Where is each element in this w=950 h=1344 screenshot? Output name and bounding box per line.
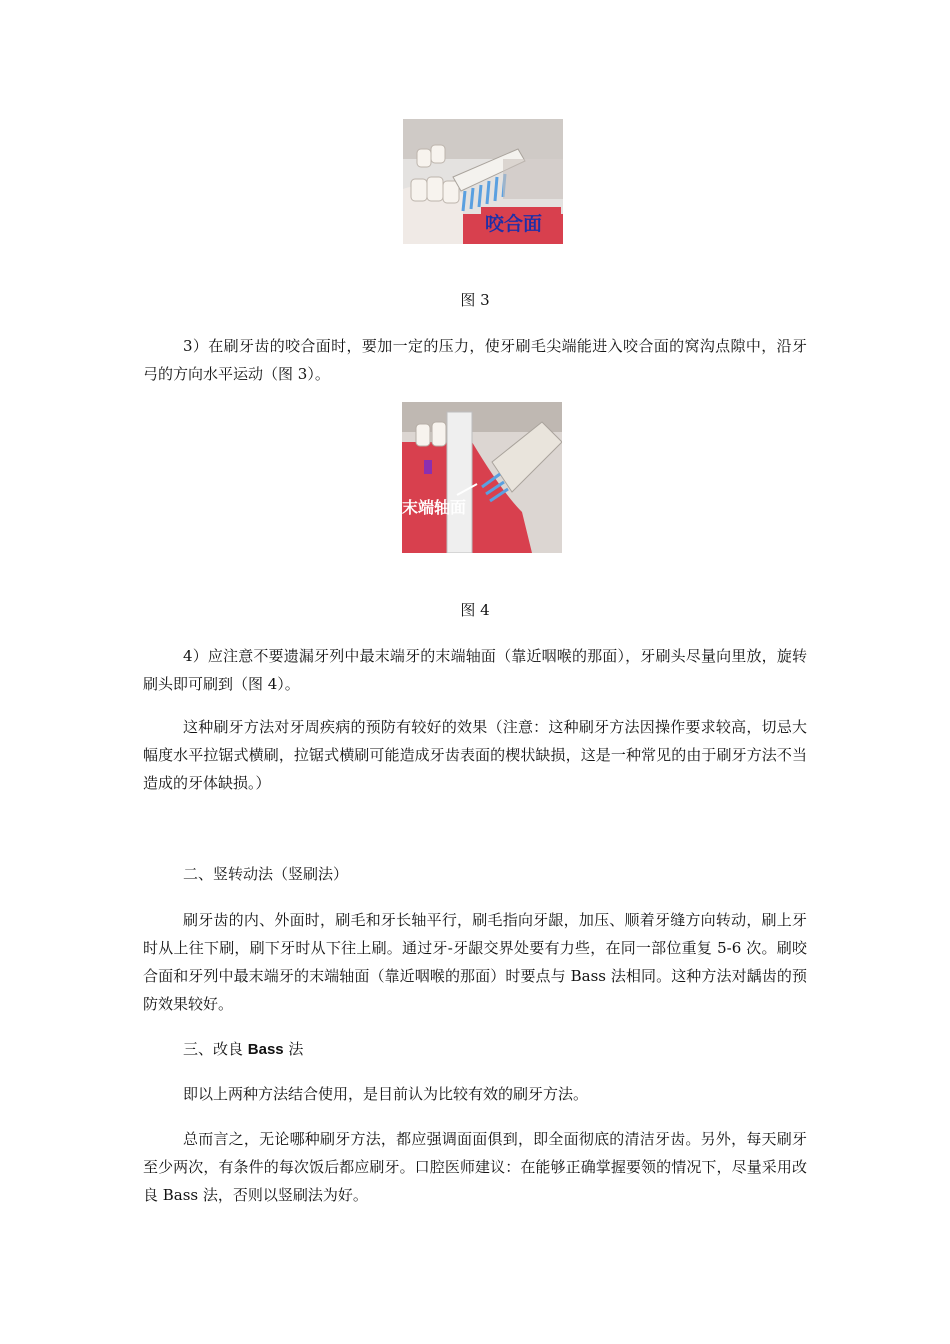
paragraph-occlusal-surface: 3）在刷牙齿的咬合面时，要加一定的压力，使牙刷毛尖端能进入咬合面的窝沟点隙中，沿牙弓的方向水平运动（图 3）。 <box>143 337 807 383</box>
paragraph-distal-surface: 4）应注意不要遗漏牙列中最末端牙的末端轴面（靠近咽喉的那面），牙刷头尽量向里放，旋转刷头即可刷到（图 4）。 <box>143 647 807 693</box>
heading-prefix: 三、改良 <box>183 1040 248 1058</box>
figure-4-caption: 图 4 <box>460 601 490 619</box>
toothbrush-distal-surface-illustration <box>402 402 562 553</box>
heading-vertical-roll-method: 二、竖转动法（竖刷法） <box>183 865 349 883</box>
paragraph-periodontal-note: 这种刷牙方法对牙周疾病的预防有较好的效果（注意：这种刷牙方法因操作要求较高，切忌大幅度水平拉锯式横刷，拉锯式横刷可能造成牙齿表面的楔状缺损，这是一种常见的由于刷牙方法不当造成的牙体缺损。） <box>143 718 807 792</box>
paragraph-vertical-roll-method: 刷牙齿的内、外面时，刷毛和牙长轴平行，刷毛指向牙龈，加压、顺着牙缝方向转动，刷上牙时从上往下刷，刷下牙时从下往上刷。通过牙-牙龈交界处要有力些，在同一部位重复 5-6 次。刷咬合面和牙列中最末端牙的末端轴面（靠近咽喉的那面）时要点与 Bass 法相同。这种方法对龋齿的预防效果较好。 <box>143 911 807 1013</box>
heading-suffix: 法 <box>283 1040 304 1058</box>
heading-bass-bold: Bass <box>247 1041 284 1058</box>
paragraph-combined-method: 即以上两种方法结合使用，是目前认为比较有效的刷牙方法。 <box>183 1085 589 1103</box>
figure-3-overlay-label: 咬合面 <box>485 213 543 235</box>
figure-3-image <box>403 119 563 244</box>
figure-4-overlay-label: 末端轴面 <box>402 498 467 517</box>
heading-modified-bass-method <box>183 1035 303 1064</box>
paragraph-summary: 总而言之，无论哪种刷牙方法，都应强调面面俱到，即全面彻底的清洁牙齿。另外，每天刷牙至少两次，有条件的每次饭后都应刷牙。口腔医师建议：在能够正确掌握要领的情况下，尽量采用改良 Bass 法，否则以竖刷法为好。 <box>143 1130 807 1204</box>
figure-4-image <box>402 402 562 553</box>
figure-3-caption: 图 3 <box>460 291 490 309</box>
